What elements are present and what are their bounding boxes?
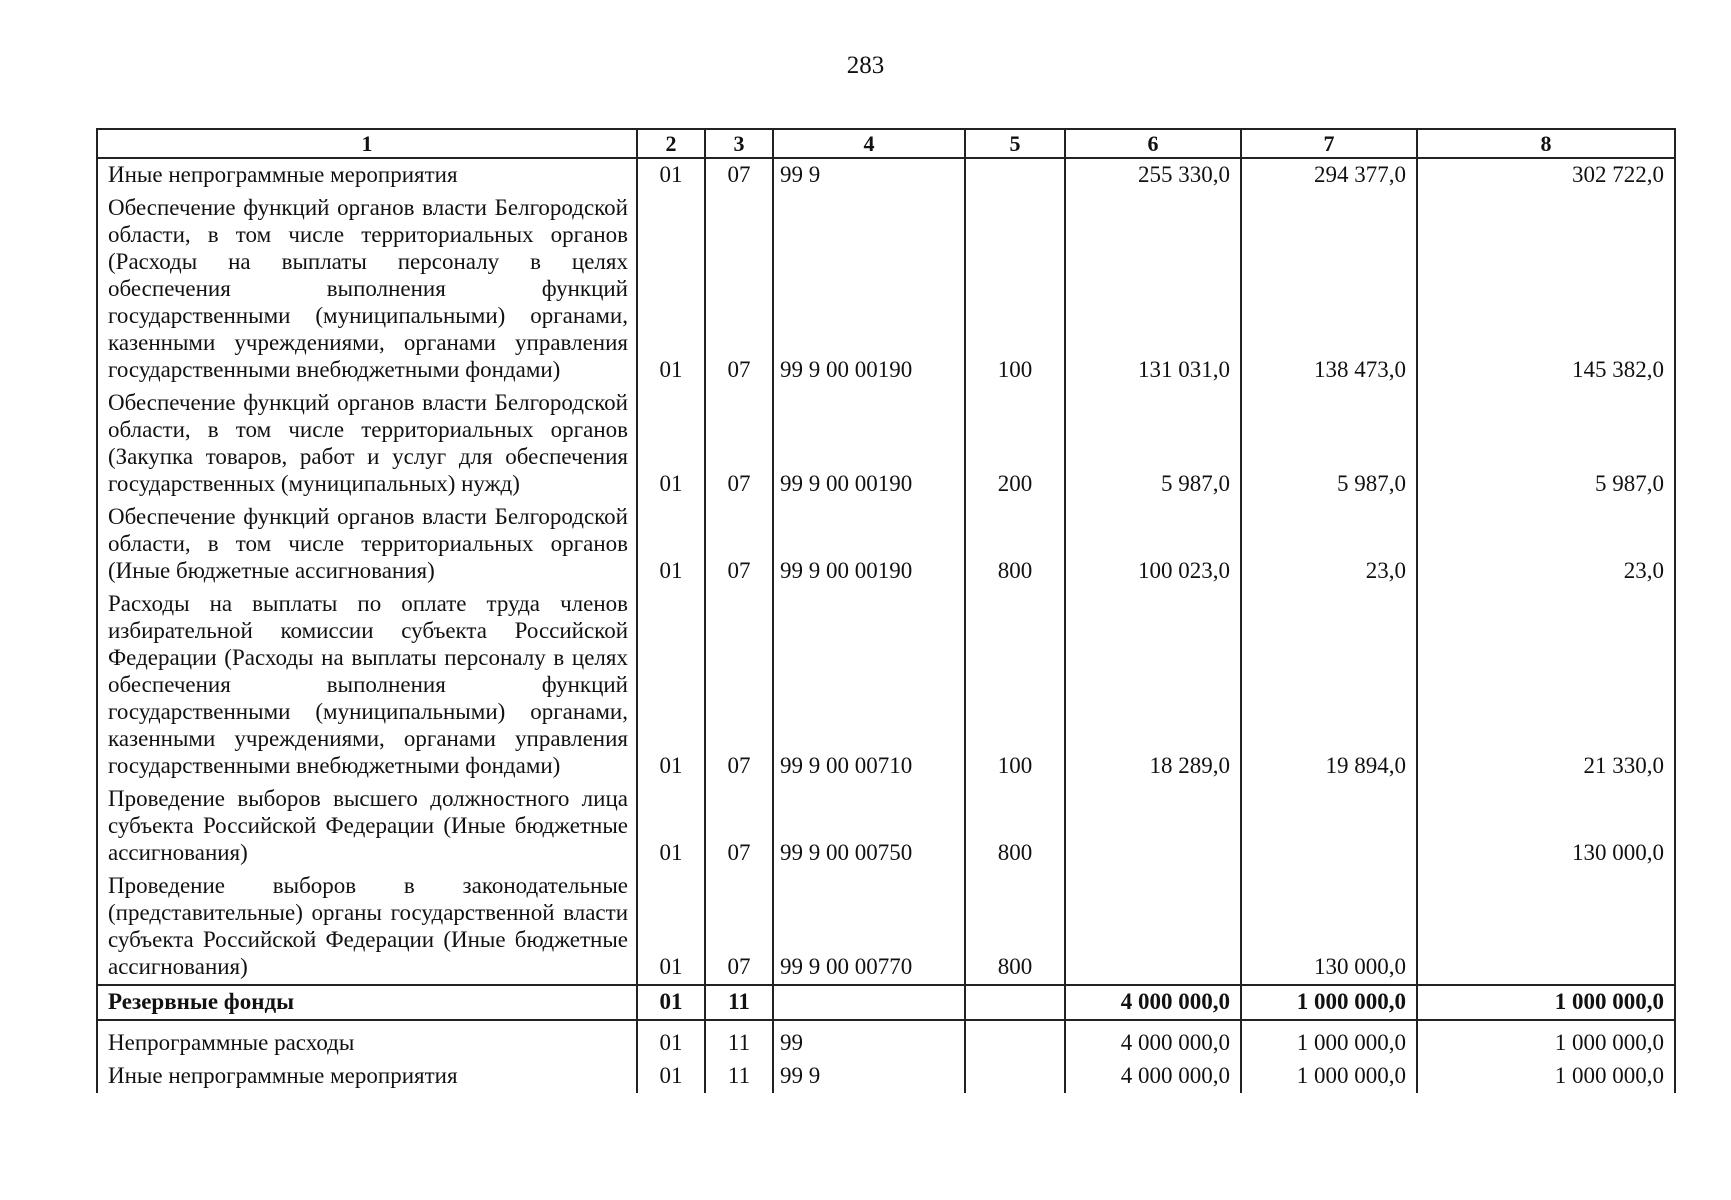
table-row	[97, 1020, 1675, 1060]
row-razdel: 01	[637, 1060, 705, 1093]
row-target-article: 99 9 00 00190	[773, 192, 965, 387]
row-name: Проведение выборов в законодательные (представительные) органы государственной власти субъекта Российской Федерации (Иные бюджетные ассигнования)	[97, 870, 637, 985]
row-podrazdel: 07	[705, 387, 773, 501]
row-value-col6	[1065, 783, 1241, 870]
row-razdel: 01	[637, 387, 705, 501]
row-value-col8	[1417, 870, 1675, 985]
row-expense-type	[965, 985, 1065, 1020]
row-value-col6	[1065, 870, 1241, 985]
row-podrazdel: 07	[705, 870, 773, 985]
row-target-article	[773, 985, 965, 1020]
row-value-col6: 4 000 000,0	[1065, 1060, 1241, 1093]
header-col-3: 3	[705, 129, 773, 158]
row-podrazdel: 11	[705, 1060, 773, 1093]
header-col-6: 6	[1065, 129, 1241, 158]
row-expense-type: 800	[965, 870, 1065, 985]
row-name: Непрограммные расходы	[97, 1020, 637, 1060]
row-value-col7: 5 987,0	[1241, 387, 1417, 501]
row-value-col7: 23,0	[1241, 501, 1417, 588]
row-target-article: 99 9	[773, 158, 965, 192]
row-name: Обеспечение функций органов власти Белгородской области, в том числе территориальных органов (Иные бюджетные ассигнования)	[97, 501, 637, 588]
row-value-col6: 4 000 000,0	[1065, 985, 1241, 1020]
row-podrazdel: 07	[705, 158, 773, 192]
row-value-col7: 19 894,0	[1241, 588, 1417, 783]
table-row	[97, 588, 1675, 783]
row-razdel: 01	[637, 501, 705, 588]
row-razdel: 01	[637, 783, 705, 870]
row-value-col8: 145 382,0	[1417, 192, 1675, 387]
row-target-article: 99 9 00 00750	[773, 783, 965, 870]
row-name: Резервные фонды	[97, 985, 637, 1020]
table-row	[97, 501, 1675, 588]
row-value-col6: 18 289,0	[1065, 588, 1241, 783]
row-value-col7	[1241, 783, 1417, 870]
row-value-col8: 1 000 000,0	[1417, 985, 1675, 1020]
row-podrazdel: 07	[705, 501, 773, 588]
row-expense-type: 800	[965, 501, 1065, 588]
row-name: Расходы на выплаты по оплате труда членов избирательной комиссии субъекта Российской Федерации (Расходы на выплаты персоналу в целях обеспечения выполнения функций государственными (муниципальными) органами, казенными учреждениями, органами управления государственными внебюджетными фондами)	[97, 588, 637, 783]
row-name: Иные непрограммные мероприятия	[97, 158, 637, 192]
row-podrazdel: 07	[705, 192, 773, 387]
header-col-5: 5	[965, 129, 1065, 158]
row-value-col7: 1 000 000,0	[1241, 1060, 1417, 1093]
row-target-article: 99 9 00 00710	[773, 588, 965, 783]
header-col-1: 1	[97, 129, 637, 158]
header-row	[97, 129, 1675, 158]
row-value-col7: 138 473,0	[1241, 192, 1417, 387]
table-row	[97, 158, 1675, 192]
row-value-col7: 294 377,0	[1241, 158, 1417, 192]
table-row	[97, 985, 1675, 1020]
row-expense-type	[965, 1020, 1065, 1060]
row-value-col6: 4 000 000,0	[1065, 1020, 1241, 1060]
row-name: Обеспечение функций органов власти Белгородской области, в том числе территориальных органов (Расходы на выплаты персоналу в целях обеспечения выполнения функций государственными (муниципальными) органами, казенными учреждениями, органами управления государственными внебюджетными фондами)	[97, 192, 637, 387]
row-expense-type	[965, 1060, 1065, 1093]
row-expense-type: 800	[965, 783, 1065, 870]
table-row	[97, 387, 1675, 501]
row-target-article: 99 9	[773, 1060, 965, 1093]
row-name: Обеспечение функций органов власти Белгородской области, в том числе территориальных органов (Закупка товаров, работ и услуг для обеспечения государственных (муниципальных) нужд)	[97, 387, 637, 501]
row-razdel: 01	[637, 192, 705, 387]
table-row	[97, 192, 1675, 387]
row-podrazdel: 11	[705, 1020, 773, 1060]
row-podrazdel: 07	[705, 783, 773, 870]
row-expense-type: 200	[965, 387, 1065, 501]
row-value-col8: 130 000,0	[1417, 783, 1675, 870]
row-expense-type	[965, 158, 1065, 192]
row-razdel: 01	[637, 985, 705, 1020]
row-target-article: 99 9 00 00190	[773, 387, 965, 501]
header-col-8: 8	[1417, 129, 1675, 158]
row-target-article: 99 9 00 00190	[773, 501, 965, 588]
row-value-col7: 1 000 000,0	[1241, 1020, 1417, 1060]
header-col-2: 2	[637, 129, 705, 158]
budget-table	[96, 128, 1676, 1093]
row-value-col8: 302 722,0	[1417, 158, 1675, 192]
row-razdel: 01	[637, 1020, 705, 1060]
row-value-col6: 255 330,0	[1065, 158, 1241, 192]
table-row	[97, 1060, 1675, 1093]
row-razdel: 01	[637, 588, 705, 783]
row-value-col8: 23,0	[1417, 501, 1675, 588]
row-value-col8: 21 330,0	[1417, 588, 1675, 783]
row-value-col6: 5 987,0	[1065, 387, 1241, 501]
row-name: Проведение выборов высшего должностного лица субъекта Российской Федерации (Иные бюджетные ассигнования)	[97, 783, 637, 870]
table-row	[97, 783, 1675, 870]
row-value-col6: 131 031,0	[1065, 192, 1241, 387]
row-expense-type: 100	[965, 588, 1065, 783]
row-expense-type: 100	[965, 192, 1065, 387]
row-value-col7: 130 000,0	[1241, 870, 1417, 985]
row-target-article: 99 9 00 00770	[773, 870, 965, 985]
row-value-col8: 1 000 000,0	[1417, 1020, 1675, 1060]
row-value-col7: 1 000 000,0	[1241, 985, 1417, 1020]
row-podrazdel: 11	[705, 985, 773, 1020]
row-value-col8: 1 000 000,0	[1417, 1060, 1675, 1093]
row-razdel: 01	[637, 870, 705, 985]
page-number: 283	[846, 52, 885, 79]
table-body	[97, 158, 1675, 1093]
row-value-col6: 100 023,0	[1065, 501, 1241, 588]
row-value-col8: 5 987,0	[1417, 387, 1675, 501]
row-razdel: 01	[637, 158, 705, 192]
row-target-article: 99	[773, 1020, 965, 1060]
header-col-4: 4	[773, 129, 965, 158]
table-row	[97, 870, 1675, 985]
row-name: Иные непрограммные мероприятия	[97, 1060, 637, 1093]
row-podrazdel: 07	[705, 588, 773, 783]
header-col-7: 7	[1241, 129, 1417, 158]
